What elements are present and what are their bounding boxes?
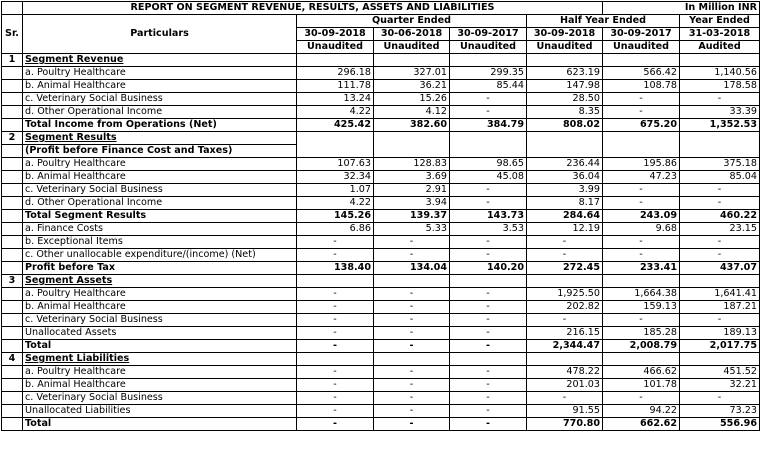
table-row <box>2 184 760 197</box>
value-cell: 32.21 <box>680 379 760 392</box>
row-label: b. Animal Healthcare <box>23 301 297 314</box>
value-cell: - <box>450 236 527 249</box>
value-cell: - <box>603 392 680 405</box>
value-cell: 556.96 <box>680 418 760 431</box>
row-label: b. Animal Healthcare <box>23 171 297 184</box>
value-cell: 6.86 <box>297 223 374 236</box>
value-cell: 202.82 <box>527 301 603 314</box>
value-cell: - <box>297 327 374 340</box>
value-cell: - <box>450 184 527 197</box>
empty-cell <box>2 223 23 236</box>
row-label: a. Poultry Healthcare <box>23 67 297 80</box>
row-label: a. Finance Costs <box>23 223 297 236</box>
value-cell: - <box>297 418 374 431</box>
empty-cell <box>2 405 23 418</box>
table-row <box>2 379 760 392</box>
value-cell: - <box>297 366 374 379</box>
value-cell: - <box>450 366 527 379</box>
value-cell: 140.20 <box>450 262 527 275</box>
section-subtitle: (Profit before Finance Cost and Taxes) <box>23 145 297 158</box>
row-label: c. Veterinary Social Business <box>23 392 297 405</box>
value-cell: 296.18 <box>297 67 374 80</box>
empty-cell <box>2 119 23 132</box>
value-cell: - <box>297 301 374 314</box>
date-header: 31-03-2018 <box>680 28 760 41</box>
value-cell: 425.42 <box>297 119 374 132</box>
value-cell: 143.73 <box>450 210 527 223</box>
audit-status-header: Audited <box>680 41 760 54</box>
value-cell: 91.55 <box>527 405 603 418</box>
empty-cell <box>297 132 374 158</box>
value-cell: 189.13 <box>680 327 760 340</box>
value-cell: 216.15 <box>527 327 603 340</box>
sr-header: Sr. <box>2 15 23 54</box>
empty-cell <box>2 301 23 314</box>
empty-cell <box>2 262 23 275</box>
value-cell: - <box>297 392 374 405</box>
table-row <box>2 93 760 106</box>
value-cell: 437.07 <box>680 262 760 275</box>
section-title: Segment Revenue <box>23 54 297 67</box>
value-cell: 107.63 <box>297 158 374 171</box>
value-cell: - <box>297 249 374 262</box>
audit-status-header: Unaudited <box>603 41 680 54</box>
empty-cell <box>450 54 527 67</box>
value-cell: 128.83 <box>374 158 450 171</box>
value-cell: - <box>297 340 374 353</box>
value-cell: - <box>297 236 374 249</box>
value-cell: 13.24 <box>297 93 374 106</box>
section-header-row <box>2 275 760 288</box>
value-cell: - <box>374 379 450 392</box>
unit-label: In Million INR <box>603 2 760 15</box>
row-label: b. Exceptional Items <box>23 236 297 249</box>
total-row <box>2 119 760 132</box>
row-label: Profit before Tax <box>23 262 297 275</box>
title-spacer <box>2 2 23 15</box>
value-cell: 566.42 <box>603 67 680 80</box>
value-cell: 8.17 <box>527 197 603 210</box>
value-cell: 139.37 <box>374 210 450 223</box>
value-cell: 2,017.75 <box>680 340 760 353</box>
empty-cell <box>374 353 450 366</box>
section-number: 2 <box>2 132 23 145</box>
value-cell: 478.22 <box>527 366 603 379</box>
value-cell: 15.26 <box>374 93 450 106</box>
empty-cell <box>450 353 527 366</box>
value-cell: 375.18 <box>680 158 760 171</box>
value-cell: 195.86 <box>603 158 680 171</box>
value-cell: 770.80 <box>527 418 603 431</box>
empty-cell <box>2 314 23 327</box>
value-cell: - <box>603 106 680 119</box>
empty-cell <box>603 275 680 288</box>
value-cell: - <box>450 379 527 392</box>
value-cell: 5.33 <box>374 223 450 236</box>
empty-cell <box>2 184 23 197</box>
value-cell: 272.45 <box>527 262 603 275</box>
value-cell: 108.78 <box>603 80 680 93</box>
value-cell: - <box>374 249 450 262</box>
empty-cell <box>2 197 23 210</box>
section-number: 4 <box>2 353 23 366</box>
value-cell: - <box>680 249 760 262</box>
value-cell: 1,664.38 <box>603 288 680 301</box>
table-row <box>2 158 760 171</box>
section-number: 1 <box>2 54 23 67</box>
table-row <box>2 171 760 184</box>
section-header-row <box>2 353 760 366</box>
value-cell: 185.28 <box>603 327 680 340</box>
value-cell: - <box>680 236 760 249</box>
value-cell: 4.22 <box>297 197 374 210</box>
value-cell: - <box>374 236 450 249</box>
value-cell: 662.62 <box>603 418 680 431</box>
value-cell: 47.23 <box>603 171 680 184</box>
total-row <box>2 210 760 223</box>
value-cell: 1,352.53 <box>680 119 760 132</box>
empty-cell <box>374 275 450 288</box>
value-cell: 327.01 <box>374 67 450 80</box>
value-cell: 23.15 <box>680 223 760 236</box>
value-cell: 98.65 <box>450 158 527 171</box>
empty-cell <box>450 132 527 158</box>
value-cell: - <box>450 405 527 418</box>
value-cell: 94.22 <box>603 405 680 418</box>
empty-cell <box>2 67 23 80</box>
value-cell: 236.44 <box>527 158 603 171</box>
value-cell: 382.60 <box>374 119 450 132</box>
table-row <box>2 67 760 80</box>
value-cell: 73.23 <box>680 405 760 418</box>
table-row <box>2 249 760 262</box>
empty-cell <box>2 327 23 340</box>
value-cell: - <box>527 249 603 262</box>
date-header: 30-09-2018 <box>527 28 603 41</box>
empty-cell <box>2 93 23 106</box>
value-cell: 243.09 <box>603 210 680 223</box>
section-header-row <box>2 132 760 145</box>
value-cell: 134.04 <box>374 262 450 275</box>
report-title: REPORT ON SEGMENT REVENUE, RESULTS, ASSETS AND LIABILITIES <box>23 2 603 15</box>
date-header: 30-09-2018 <box>297 28 374 41</box>
value-cell: - <box>450 327 527 340</box>
year-ended-header: Year Ended <box>680 15 760 28</box>
total-row <box>2 340 760 353</box>
report-body <box>2 54 760 431</box>
total-row <box>2 262 760 275</box>
value-cell: - <box>603 93 680 106</box>
value-cell: 466.62 <box>603 366 680 379</box>
table-row <box>2 197 760 210</box>
value-cell: 145.26 <box>297 210 374 223</box>
quarter-ended-header: Quarter Ended <box>297 15 527 28</box>
row-label: c. Veterinary Social Business <box>23 93 297 106</box>
date-header: 30-09-2017 <box>603 28 680 41</box>
value-cell: 28.50 <box>527 93 603 106</box>
value-cell: 675.20 <box>603 119 680 132</box>
empty-cell <box>2 171 23 184</box>
section-title: Segment Results <box>23 132 297 145</box>
value-cell: 3.69 <box>374 171 450 184</box>
row-label: Total <box>23 340 297 353</box>
value-cell: - <box>450 197 527 210</box>
empty-cell <box>297 353 374 366</box>
value-cell: - <box>297 288 374 301</box>
empty-cell <box>2 340 23 353</box>
row-label: Total <box>23 418 297 431</box>
value-cell: - <box>680 392 760 405</box>
value-cell: 233.41 <box>603 262 680 275</box>
empty-cell <box>297 275 374 288</box>
empty-cell <box>2 158 23 171</box>
empty-cell <box>2 288 23 301</box>
value-cell: - <box>450 340 527 353</box>
value-cell: 1.07 <box>297 184 374 197</box>
empty-cell <box>680 132 760 158</box>
row-label: c. Veterinary Social Business <box>23 184 297 197</box>
value-cell: - <box>603 197 680 210</box>
value-cell: 1,140.56 <box>680 67 760 80</box>
empty-cell <box>2 249 23 262</box>
empty-cell <box>297 54 374 67</box>
value-cell: 3.94 <box>374 197 450 210</box>
value-cell: 111.78 <box>297 80 374 93</box>
empty-cell <box>2 210 23 223</box>
value-cell: 9.68 <box>603 223 680 236</box>
row-label: Total Income from Operations (Net) <box>23 119 297 132</box>
value-cell: - <box>603 236 680 249</box>
segment-report-table <box>1 1 760 431</box>
table-row <box>2 288 760 301</box>
empty-cell <box>527 353 603 366</box>
empty-cell <box>527 132 603 158</box>
value-cell: 101.78 <box>603 379 680 392</box>
value-cell: - <box>374 314 450 327</box>
row-label: b. Animal Healthcare <box>23 379 297 392</box>
value-cell: 187.21 <box>680 301 760 314</box>
table-row <box>2 236 760 249</box>
value-cell: 159.13 <box>603 301 680 314</box>
value-cell: 85.44 <box>450 80 527 93</box>
table-row <box>2 392 760 405</box>
row-label: c. Veterinary Social Business <box>23 314 297 327</box>
value-cell: 3.53 <box>450 223 527 236</box>
value-cell: - <box>450 249 527 262</box>
value-cell: - <box>297 379 374 392</box>
title-row <box>2 2 760 15</box>
date-header: 30-09-2017 <box>450 28 527 41</box>
header-group-row <box>2 15 760 28</box>
value-cell: 2,008.79 <box>603 340 680 353</box>
value-cell: - <box>450 106 527 119</box>
empty-cell <box>527 54 603 67</box>
empty-cell <box>2 80 23 93</box>
empty-cell <box>2 392 23 405</box>
value-cell: - <box>374 405 450 418</box>
table-row <box>2 366 760 379</box>
row-label: b. Animal Healthcare <box>23 80 297 93</box>
value-cell: 178.58 <box>680 80 760 93</box>
value-cell: 147.98 <box>527 80 603 93</box>
value-cell: 284.64 <box>527 210 603 223</box>
empty-cell <box>2 145 23 158</box>
empty-cell <box>374 132 450 158</box>
value-cell: - <box>450 288 527 301</box>
empty-cell <box>603 132 680 158</box>
audit-status-header: Unaudited <box>297 41 374 54</box>
value-cell: - <box>527 314 603 327</box>
value-cell: - <box>680 184 760 197</box>
value-cell: 2.91 <box>374 184 450 197</box>
section-number: 3 <box>2 275 23 288</box>
value-cell: 45.08 <box>450 171 527 184</box>
empty-cell <box>603 353 680 366</box>
value-cell: - <box>603 314 680 327</box>
row-label: Unallocated Liabilities <box>23 405 297 418</box>
table-row <box>2 223 760 236</box>
empty-cell <box>603 54 680 67</box>
audit-status-header: Unaudited <box>374 41 450 54</box>
empty-cell <box>2 366 23 379</box>
value-cell: 460.22 <box>680 210 760 223</box>
value-cell: 4.12 <box>374 106 450 119</box>
value-cell: - <box>527 392 603 405</box>
row-label: a. Poultry Healthcare <box>23 288 297 301</box>
value-cell: - <box>450 392 527 405</box>
section-title: Segment Assets <box>23 275 297 288</box>
value-cell: 3.99 <box>527 184 603 197</box>
row-label: a. Poultry Healthcare <box>23 366 297 379</box>
row-label: Total Segment Results <box>23 210 297 223</box>
empty-cell <box>680 353 760 366</box>
value-cell: - <box>374 301 450 314</box>
half-year-ended-header: Half Year Ended <box>527 15 680 28</box>
row-label: d. Other Operational Income <box>23 106 297 119</box>
value-cell: 36.21 <box>374 80 450 93</box>
value-cell: - <box>450 93 527 106</box>
empty-cell <box>2 418 23 431</box>
value-cell: - <box>297 314 374 327</box>
audit-status-header: Unaudited <box>450 41 527 54</box>
empty-cell <box>2 106 23 119</box>
value-cell: - <box>680 314 760 327</box>
value-cell: - <box>374 288 450 301</box>
particulars-header: Particulars <box>23 15 297 54</box>
empty-cell <box>2 379 23 392</box>
empty-cell <box>527 275 603 288</box>
value-cell: 36.04 <box>527 171 603 184</box>
row-label: c. Other unallocable expenditure/(income) (Net) <box>23 249 297 262</box>
value-cell: - <box>297 405 374 418</box>
value-cell: - <box>450 418 527 431</box>
value-cell: 623.19 <box>527 67 603 80</box>
table-row <box>2 327 760 340</box>
value-cell: 201.03 <box>527 379 603 392</box>
value-cell: 32.34 <box>297 171 374 184</box>
value-cell: - <box>603 184 680 197</box>
value-cell: - <box>680 197 760 210</box>
value-cell: - <box>527 236 603 249</box>
date-header: 30-06-2018 <box>374 28 450 41</box>
row-label: a. Poultry Healthcare <box>23 158 297 171</box>
value-cell: - <box>450 314 527 327</box>
value-cell: 33.39 <box>680 106 760 119</box>
value-cell: 299.35 <box>450 67 527 80</box>
table-row <box>2 80 760 93</box>
value-cell: 138.40 <box>297 262 374 275</box>
table-row <box>2 106 760 119</box>
section-header-row <box>2 54 760 67</box>
value-cell: 1,925.50 <box>527 288 603 301</box>
value-cell: - <box>374 418 450 431</box>
empty-cell <box>2 236 23 249</box>
value-cell: 12.19 <box>527 223 603 236</box>
value-cell: 8.35 <box>527 106 603 119</box>
table-row <box>2 314 760 327</box>
empty-cell <box>374 54 450 67</box>
value-cell: 85.04 <box>680 171 760 184</box>
value-cell: 1,641.41 <box>680 288 760 301</box>
value-cell: - <box>374 366 450 379</box>
value-cell: - <box>374 327 450 340</box>
value-cell: - <box>603 249 680 262</box>
value-cell: 808.02 <box>527 119 603 132</box>
value-cell: - <box>374 392 450 405</box>
value-cell: 451.52 <box>680 366 760 379</box>
section-title: Segment Liabilities <box>23 353 297 366</box>
value-cell: - <box>450 301 527 314</box>
empty-cell <box>680 275 760 288</box>
value-cell: 4.22 <box>297 106 374 119</box>
empty-cell <box>680 54 760 67</box>
total-row <box>2 418 760 431</box>
row-label: Unallocated Assets <box>23 327 297 340</box>
table-row <box>2 301 760 314</box>
value-cell: - <box>374 340 450 353</box>
value-cell: 384.79 <box>450 119 527 132</box>
value-cell: 2,344.47 <box>527 340 603 353</box>
value-cell: - <box>680 93 760 106</box>
table-row <box>2 405 760 418</box>
row-label: d. Other Operational Income <box>23 197 297 210</box>
audit-status-header: Unaudited <box>527 41 603 54</box>
empty-cell <box>450 275 527 288</box>
